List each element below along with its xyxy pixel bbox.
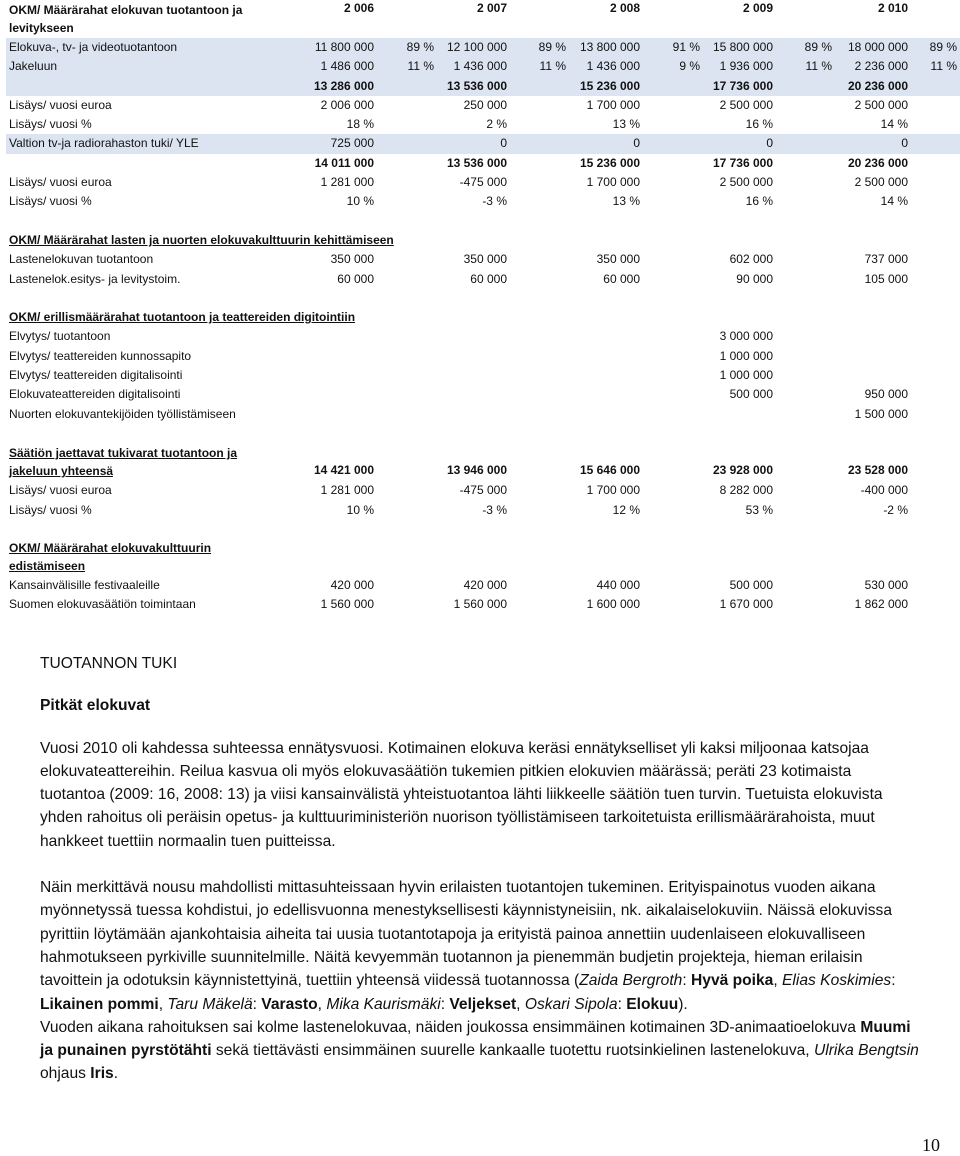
cell-value: 60 000 [470, 271, 507, 286]
cell-value: -475 000 [459, 175, 507, 190]
spacer [6, 520, 960, 538]
row-label: Lisäys/ vuosi euroa [9, 483, 112, 498]
film-director: Elias Koskimies [782, 972, 892, 990]
table-row [6, 192, 960, 211]
row-label: Lisäys/ vuosi % [9, 194, 92, 209]
cell-value: -400 000 [860, 483, 908, 498]
cell-value: -2 % [883, 502, 908, 517]
cell-value: 13 % [612, 117, 640, 132]
paragraph: Vuoden aikana rahoituksen sai kolme lastenelokuvaa, näiden joukossa ensimmäinen kotimainen 3D-animaatioelokuva Muumi ja punainen pyrstötähti sekä tiettävästi ensimmäinen suurelle kankaalle tuotettu ruotsinkielinen lastenelokuva, Ulrika Bengtsin ohjaus Iris. [40, 1018, 919, 1083]
cell-value: 0 [901, 136, 908, 151]
cell-value: 1 436 000 [453, 59, 507, 74]
cell-value: 17 736 000 [712, 155, 773, 170]
film-director: Zaida Bergroth [579, 972, 683, 990]
cell-value: 2 500 000 [719, 97, 773, 112]
cell-percent: 11 % [539, 59, 566, 74]
total-value: 14 421 000 [313, 463, 374, 478]
cell-value: 18 000 000 [847, 40, 908, 54]
table-row [6, 173, 960, 192]
cell-value: 350 000 [596, 252, 640, 267]
cell-value: 0 [633, 136, 640, 151]
cell-value: 737 000 [864, 252, 908, 267]
cell-value: 14 % [880, 117, 908, 132]
table-row [6, 96, 960, 115]
cell-value: 1 936 000 [719, 59, 773, 74]
cell-value: 15 236 000 [579, 78, 640, 93]
cell-value: 13 536 000 [446, 155, 507, 170]
cell-value: 12 100 000 [446, 40, 507, 54]
table-row [6, 57, 960, 76]
cell-value: 11 800 000 [314, 40, 374, 54]
cell-percent: 91 % [672, 40, 700, 54]
cell-value: 90 000 [736, 271, 773, 286]
section-title: OKM/ Määrärahat lasten ja nuorten elokuvakulttuurin kehittämiseen [9, 232, 394, 247]
cell-value: 2 % [486, 117, 507, 132]
film-title: Veljekset [449, 995, 517, 1013]
cell-value: 500 000 [729, 387, 773, 402]
cell-value: 18 % [346, 117, 374, 132]
cell-value: -3 % [482, 194, 507, 209]
year-header: 2 009 [742, 1, 773, 15]
cell-value: 2 236 000 [854, 59, 908, 74]
cell-value: 1 000 000 [719, 368, 773, 383]
row-label: Lisäys/ vuosi % [9, 502, 92, 517]
cell-value: 1 862 000 [854, 597, 908, 612]
table-row [6, 77, 960, 96]
cell-value: 12 % [612, 502, 640, 517]
row-label: Elokuva-, tv- ja videotuotantoon [9, 40, 178, 54]
cell-value: 13 % [612, 194, 640, 209]
cell-value: 20 236 000 [847, 155, 908, 170]
cell-value: 420 000 [330, 577, 374, 592]
row-label: Elvytys/ teattereiden digitalisointi [9, 368, 183, 383]
cell-value: 15 236 000 [579, 155, 640, 170]
cell-value: 53 % [745, 502, 773, 517]
cell-value: 350 000 [330, 252, 374, 267]
film-title: Hyvä poika [691, 972, 774, 990]
total-value: 15 646 000 [579, 463, 640, 478]
cell-value: 420 000 [463, 577, 507, 592]
table-row [6, 115, 960, 134]
year-header: 2 007 [476, 1, 507, 15]
cell-value: 1 486 000 [320, 59, 374, 74]
cell-value: 1 560 000 [453, 597, 507, 612]
cell-value: 15 800 000 [712, 40, 773, 54]
spacer [6, 289, 960, 308]
cell-value: 1 281 000 [320, 175, 374, 190]
cell-value: 10 % [346, 194, 374, 209]
row-label: Kansainvälisille festivaaleille [9, 577, 160, 592]
table-row [6, 366, 960, 385]
cell-value: -3 % [482, 502, 507, 517]
film-title: Elokuu [626, 995, 679, 1013]
cell-percent: 11 % [407, 59, 434, 74]
film-title: Varasto [261, 995, 318, 1013]
spacer [6, 212, 960, 231]
cell-value: 17 736 000 [712, 78, 773, 93]
page-number: 10 [922, 1135, 940, 1155]
row-label: Valtion tv-ja radiorahaston tuki/ YLE [9, 136, 199, 151]
cell-value: 1 600 000 [586, 597, 640, 612]
cell-value: 14 % [880, 194, 908, 209]
film-director: Mika Kaurismäki [326, 995, 441, 1013]
cell-value: 950 000 [864, 387, 908, 402]
cell-value: 10 % [346, 502, 374, 517]
table-row [6, 250, 960, 269]
film-title: Likainen pommi [40, 995, 159, 1013]
total-value: 23 528 000 [847, 463, 908, 478]
row-label: Elokuvateattereiden digitalisointi [9, 387, 181, 402]
cell-value: 725 000 [330, 136, 374, 151]
total-value: 13 946 000 [446, 463, 507, 478]
table-title: OKM/ Määrärahat elokuvan tuotantoon ja levitykseen [9, 3, 243, 35]
row-label: Elvytys/ tuotantoon [9, 329, 111, 344]
heading-production-support: TUOTANNON TUKI [40, 655, 178, 672]
cell-value: 1 700 000 [586, 97, 640, 112]
table-row [6, 38, 960, 57]
table-row [6, 385, 960, 404]
cell-value: 1 700 000 [586, 483, 640, 498]
cell-value: 13 536 000 [446, 78, 507, 93]
row-label: Lastenelok.esitys- ja levitystoim. [9, 271, 181, 286]
table-row [6, 405, 960, 424]
cell-value: 20 236 000 [847, 78, 908, 93]
row-label: Lisäys/ vuosi euroa [9, 175, 112, 190]
cell-value: 1 500 000 [854, 406, 908, 421]
cell-percent: 9 % [679, 59, 700, 74]
table-row [6, 347, 960, 366]
row-label: Lisäys/ vuosi euroa [9, 97, 112, 112]
section-title: OKM/ erillismäärärahat tuotantoon ja teattereiden digitointiin [9, 310, 356, 325]
cell-value: 2 500 000 [719, 175, 773, 190]
table-header [6, 0, 960, 38]
paragraph: Vuosi 2010 oli kahdessa suhteessa ennätysvuosi. Kotimainen elokuva keräsi ennätykselliset yli kaksi miljoonaa katsojaa elokuvateattereihin. Reilua kasvua oli myös elokuvasäätiön tukemien pitkien elokuvien määrässä; peräti 23 kotimaista tuotantoa (2009: 16, 2008: 13) ja viisi kansainvälistä yhteistuotantoa lähti liikkeelle säätiön tuen turvin. Tuetuista elokuvista yhden rahoitus oli peräisin opetus- ja kulttuuriministeriön nuorison työllistämiseen tarkoitetuista erillismäärärahoista, muut hankkeet tuettiin normaalin tuen puitteissa. [40, 739, 883, 850]
spacer [6, 424, 960, 443]
row-label: Lastenelokuvan tuotantoon [9, 252, 154, 267]
cell-value: 500 000 [729, 577, 773, 592]
cell-value: 60 000 [603, 271, 640, 286]
cell-value: 13 800 000 [579, 40, 640, 54]
row-label: Nuorten elokuvantekijöiden työllistämiseen [9, 406, 236, 421]
cell-value: 16 % [745, 117, 773, 132]
cell-value: 2 500 000 [854, 97, 908, 112]
cell-value: 0 [500, 136, 507, 151]
row-label: Suomen elokuvasäätiön toimintaan [9, 597, 196, 612]
year-header: 2 006 [343, 1, 374, 15]
table-row [6, 327, 960, 346]
section-title: OKM/ Määrärahat elokuvakulttuurin edistämiseen [9, 540, 212, 573]
cell-percent: 89 % [406, 40, 434, 54]
heading-feature-films: Pitkät elokuvat [40, 697, 151, 715]
cell-value: 0 [766, 136, 773, 151]
cell-value: 1 281 000 [320, 483, 374, 498]
table-row [6, 134, 960, 153]
table-row [6, 501, 960, 520]
cell-value: 16 % [745, 194, 773, 209]
cell-value: 440 000 [596, 577, 640, 592]
cell-value: 1 000 000 [719, 348, 773, 363]
total-row: Säätiön jaettavat tukivarat tuotantoon ja jakeluun yhteensä 14 421 000 13 946 000 15 646 000 23 928 000 23 528 000 [6, 443, 960, 481]
table-row [6, 576, 960, 595]
table-row [6, 595, 960, 614]
funding-table [6, 0, 960, 614]
cell-value: 2 500 000 [854, 175, 908, 190]
body-text [40, 652, 920, 1086]
cell-percent: 89 % [538, 40, 566, 54]
cell-percent: 89 % [929, 40, 957, 54]
row-label: Elvytys/ teattereiden kunnossapito [9, 348, 192, 363]
cell-percent: 11 % [805, 59, 832, 74]
table-row [6, 270, 960, 289]
cell-percent: 11 % [930, 59, 957, 74]
cell-value: 1 560 000 [320, 597, 374, 612]
table-row [6, 481, 960, 500]
cell-value: 13 286 000 [313, 78, 374, 93]
row-label: Lisäys/ vuosi % [9, 117, 92, 132]
cell-value: 14 011 000 [314, 155, 374, 170]
cell-value: 602 000 [729, 252, 773, 267]
year-header: 2 010 [877, 1, 908, 15]
cell-value: 8 282 000 [719, 483, 773, 498]
cell-value: 60 000 [337, 271, 374, 286]
row-label: Jakeluun [9, 59, 58, 74]
film-director: Taru Mäkelä [167, 995, 253, 1013]
film-director: Oskari Sipola [524, 995, 618, 1013]
cell-value: 1 700 000 [586, 175, 640, 190]
cell-value: 250 000 [463, 97, 507, 112]
year-header: 2 008 [609, 1, 640, 15]
cell-percent: 89 % [804, 40, 832, 54]
cell-value: 350 000 [463, 252, 507, 267]
paragraph: Näin merkittävä nousu mahdollisti mittasuhteissaan hyvin erilaisten tuotantojen tukeminen. Erityispainotus vuoden aikana myönnetyssä tuessa kohdistui, jo edellisvuonna menestyksellisesti käynnistyneisiin, nk. aikalaiselokuviin. Näissä elokuvissa pyrittiin löytämään ajankohtaisia aiheita tai uusia tuotantotapoja ja erityistä painoa annettiin uudenlaiseen elokuvalliseen hahmotukseen pyrkiville suunnitelmille. Näitä kevyemmän tuotannon ja pienemmän budjetin projekteja, hieman erilaisin tavoittein ja odotuksin käynnistettyinä, tuettiin yhteensä viidessä tuotannossa (Zaida Bergroth: Hyvä poika, Elias Koskimies: Likainen pommi, Taru Mäkelä: Varasto, Mika Kaurismäki: Veljekset, Oskari Sipola: Elokuu). [40, 879, 896, 1013]
cell-value: 1 670 000 [719, 597, 773, 612]
cell-value: 2 006 000 [320, 97, 374, 112]
cell-value: 1 436 000 [586, 59, 640, 74]
cell-value: 105 000 [864, 271, 908, 286]
total-value: 23 928 000 [712, 463, 773, 478]
cell-value: 530 000 [864, 577, 908, 592]
cell-value: 3 000 000 [719, 329, 773, 344]
table-row [6, 154, 960, 173]
cell-value: -475 000 [459, 483, 507, 498]
